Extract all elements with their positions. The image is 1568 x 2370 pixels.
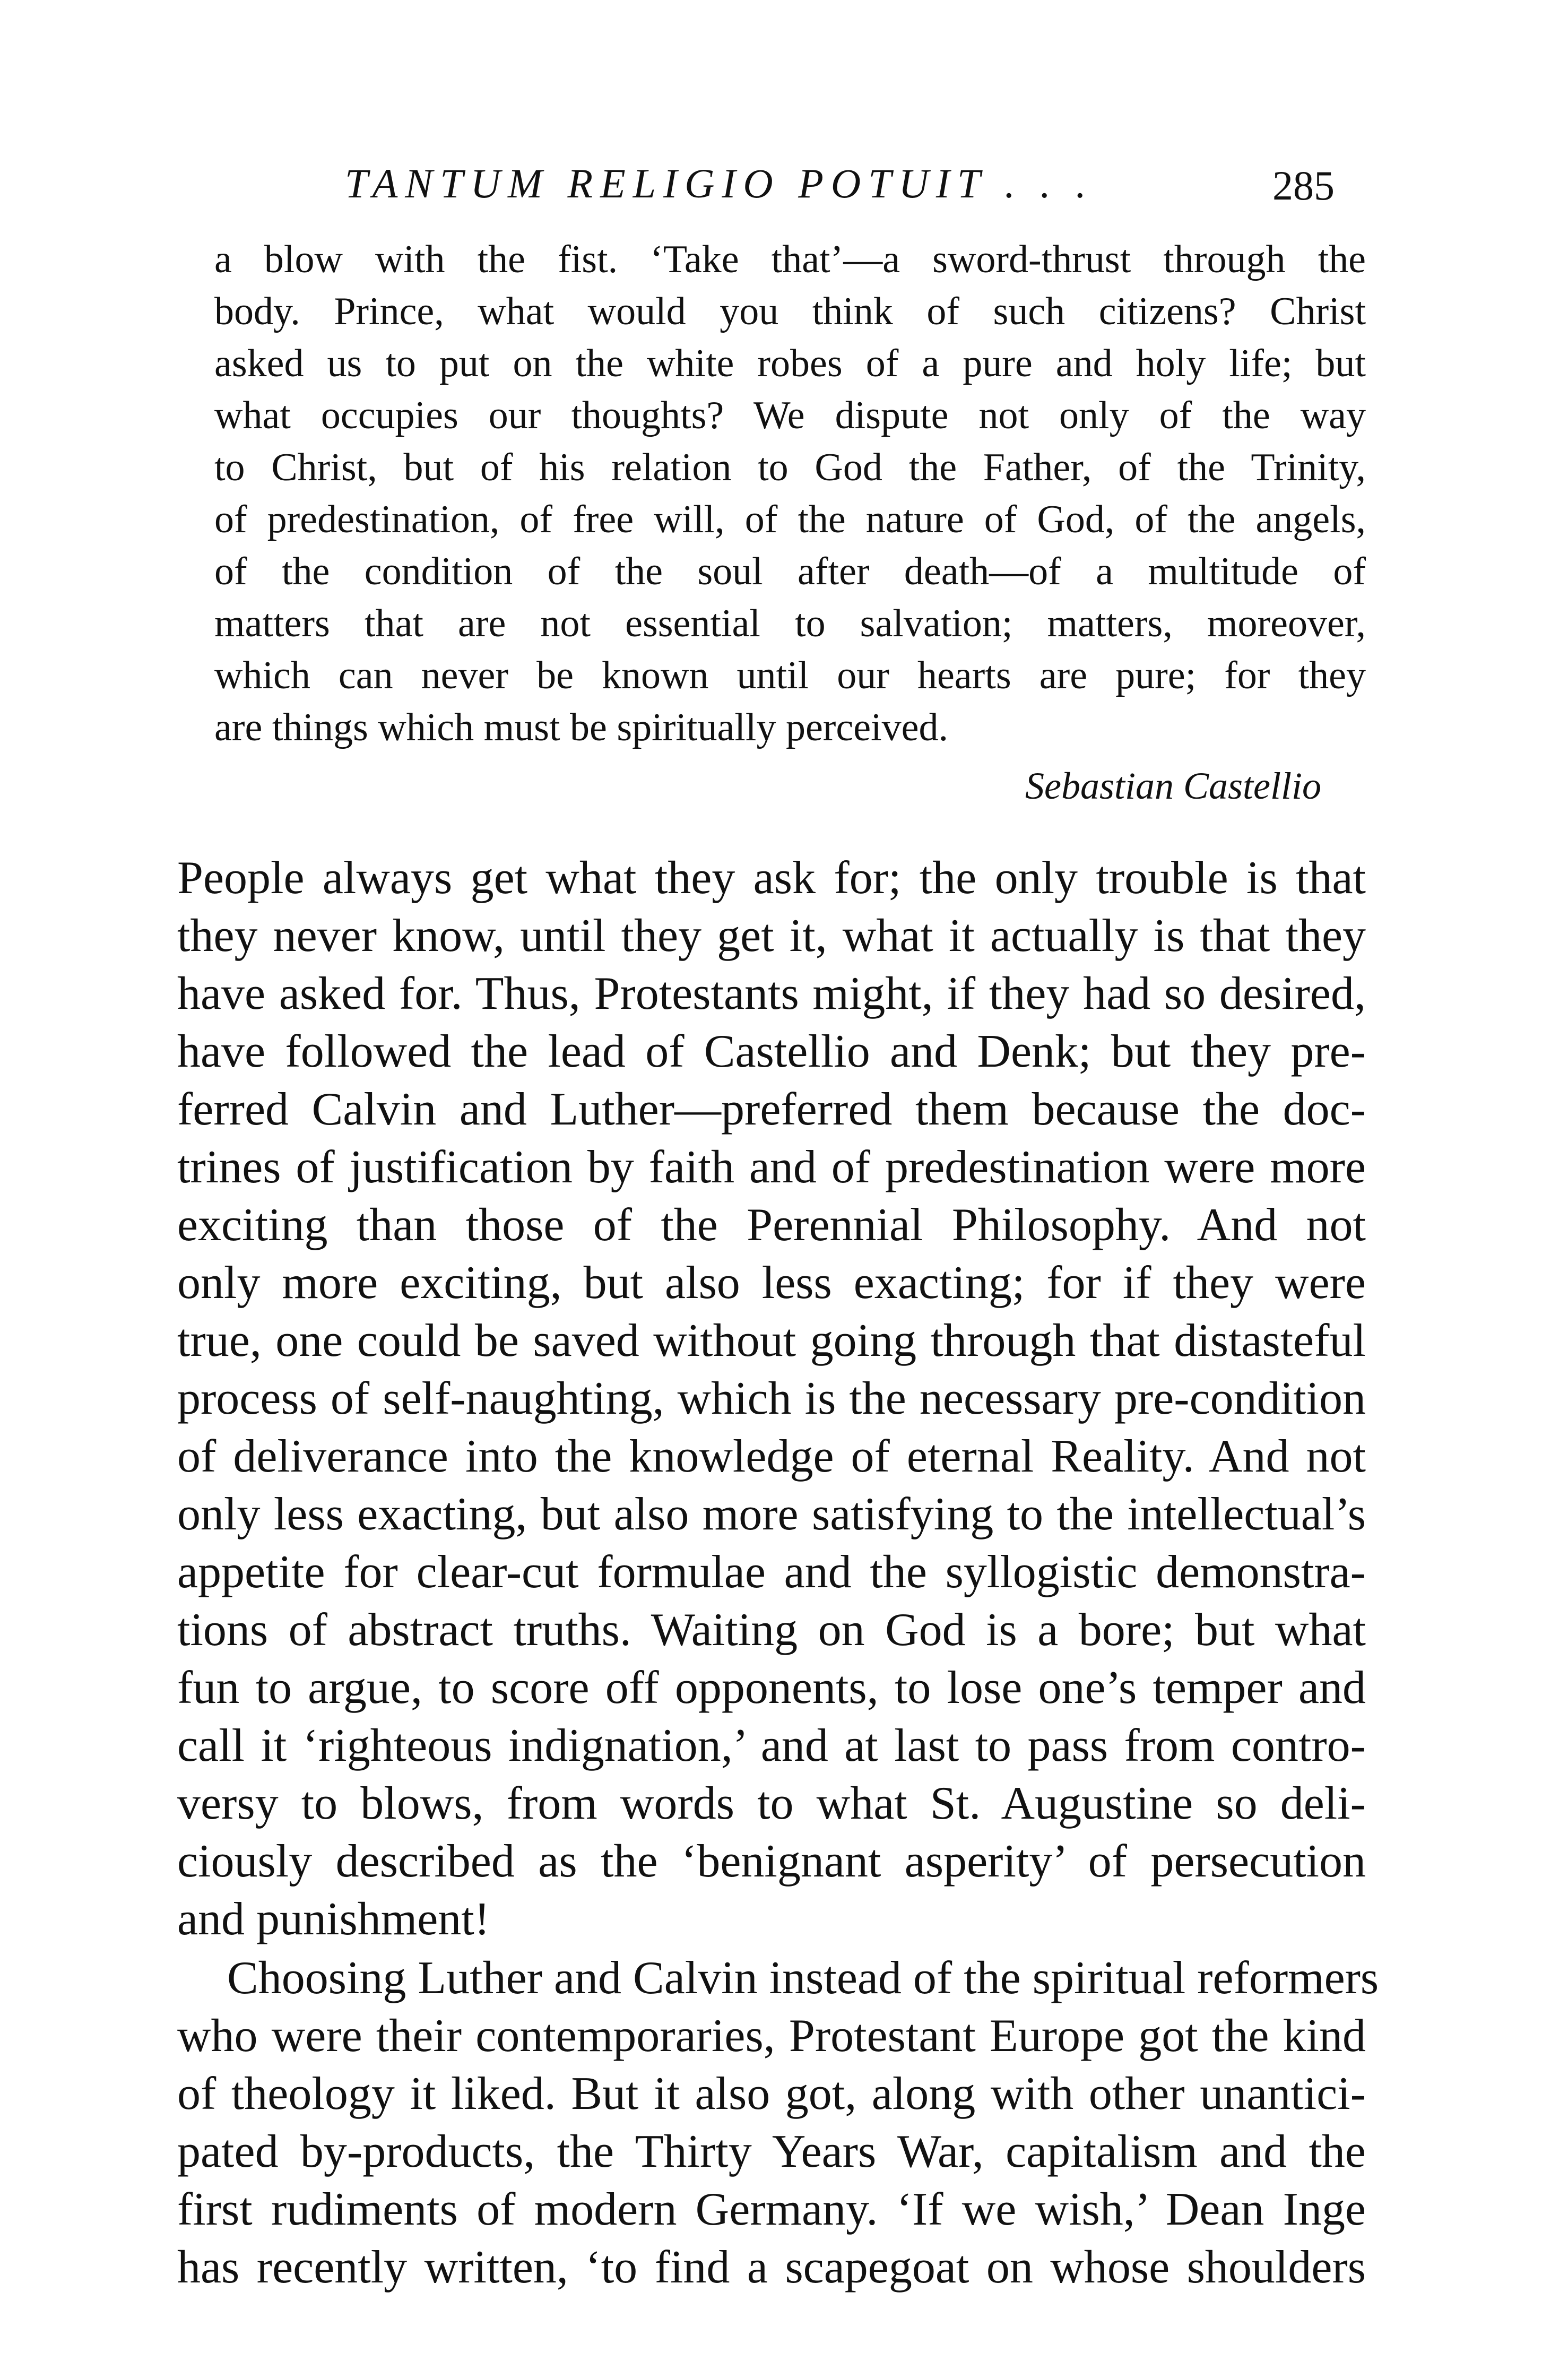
text-line: has recently written, ‘to find a scapegoat on whose shoulders bbox=[177, 2242, 1366, 2293]
text-line: only more exciting, but also less exacting; for if they were bbox=[177, 1257, 1366, 1309]
quote-line: are things which must be spiritually perceived. bbox=[214, 706, 949, 749]
body-text bbox=[177, 849, 1379, 2296]
running-head: TANTUM RELIGIO POTUIT . . . bbox=[345, 160, 1094, 206]
text-line-indented bbox=[177, 1949, 1379, 2007]
text-line: trines of justification by faith and of predestination were more bbox=[177, 1141, 1366, 1193]
quote-line: asked us to put on the white robes of a pure and holy life; but bbox=[214, 342, 1366, 385]
quote-line: body. Prince, what would you think of such citizens? Christ bbox=[214, 290, 1366, 333]
text-line: tions of abstract truths. Waiting on God is a bore; but what bbox=[177, 1604, 1366, 1656]
quote-attribution: Sebastian Castellio bbox=[1025, 765, 1321, 807]
text-line: have followed the lead of Castellio and Denk; but they pre- bbox=[177, 1026, 1366, 1077]
quote-line: of predestination, of free will, of the nature of God, of the angels, bbox=[214, 498, 1366, 541]
text-line: of theology it liked. But it also got, along with other unantici- bbox=[177, 2068, 1366, 2120]
text-line-content: Choosing Luther and Calvin instead of the spiritual reformers bbox=[227, 1952, 1379, 2004]
quote-line: to Christ, but of his relation to God the Father, of the Trinity, bbox=[214, 446, 1366, 489]
quote-line: matters that are not essential to salvation; matters, moreover, bbox=[214, 602, 1366, 645]
text-line: pated by-products, the Thirty Years War, capitalism and the bbox=[177, 2126, 1366, 2177]
text-line: exciting than those of the Perennial Philosophy. And not bbox=[177, 1199, 1366, 1251]
quote-line: a blow with the fist. ‘Take that’—a sword-thrust through the bbox=[214, 238, 1366, 281]
text-line: of deliverance into the knowledge of eternal Reality. And not bbox=[177, 1431, 1366, 1482]
text-line: they never know, until they get it, what it actually is that they bbox=[177, 910, 1366, 962]
paragraph bbox=[177, 849, 1366, 1948]
text-line: first rudiments of modern Germany. ‘If we wish,’ Dean Inge bbox=[177, 2184, 1366, 2235]
text-line: who were their contemporaries, Protestant Europe got the kind bbox=[177, 2010, 1366, 2062]
page-number: 285 bbox=[1272, 162, 1335, 209]
text-line: call it ‘righteous indignation,’ and at last to pass from contro- bbox=[177, 1720, 1366, 1771]
quote-line: which can never be known until our hearts are pure; for they bbox=[214, 654, 1366, 697]
text-line: ferred Calvin and Luther—preferred them because the doc- bbox=[177, 1084, 1366, 1135]
quote-line: what occupies our thoughts? We dispute not only of the way bbox=[214, 394, 1366, 437]
paragraph bbox=[177, 1949, 1379, 2296]
text-line: true, one could be saved without going through that distasteful bbox=[177, 1315, 1366, 1366]
text-line: only less exacting, but also more satisfying to the intellectual’s bbox=[177, 1489, 1366, 1540]
text-line: ciously described as the ‘benignant asperity’ of persecution bbox=[177, 1836, 1366, 1887]
quote-line: of the condition of the soul after death—of a multitude of bbox=[214, 550, 1366, 593]
text-line: have asked for. Thus, Protestants might, if they had so desired, bbox=[177, 968, 1366, 1019]
text-line: People always get what they ask for; the only trouble is that bbox=[177, 852, 1366, 904]
text-line: appetite for clear-cut formulae and the syllogistic demonstra- bbox=[177, 1546, 1366, 1598]
text-line: fun to argue, to score off opponents, to lose one’s temper and bbox=[177, 1662, 1366, 1714]
block-quote bbox=[214, 233, 1366, 754]
text-line: and punishment! bbox=[177, 1893, 490, 1945]
text-line: process of self-naughting, which is the necessary pre-condition bbox=[177, 1373, 1366, 1424]
text-line: versy to blows, from words to what St. Augustine so deli- bbox=[177, 1778, 1366, 1829]
